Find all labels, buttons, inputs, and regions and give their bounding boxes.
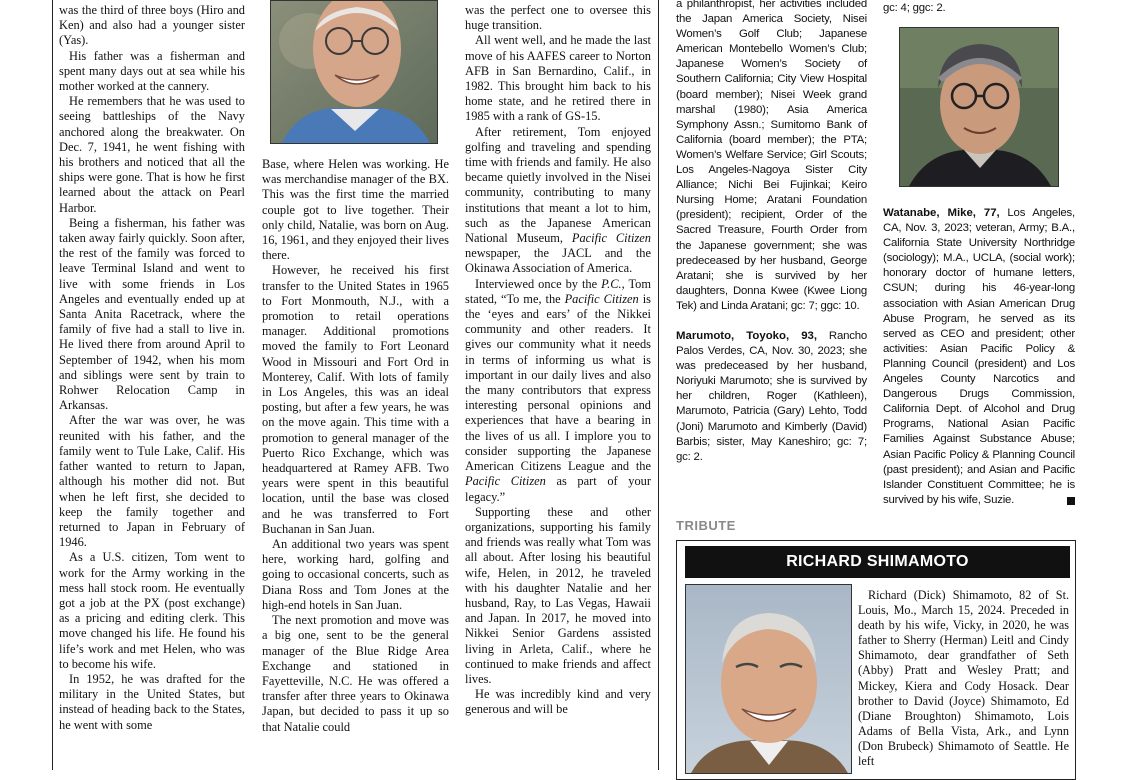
tribute-heading: RICHARD SHIMAMOTO: [685, 546, 1070, 578]
article-paragraph: He was incredibly kind and very generous and will be: [465, 687, 651, 717]
obituary-name: Watanabe, Mike, 77,: [883, 207, 1000, 219]
article-paragraph: As a U.S. citizen, Tom went to work for the Army working in the mess hall stock room. He eventually got a job at the PX (post exchange) as a pricing and editing clerk. This move changed his life. He found his life’s work and met Helen, who was to become his wife.: [59, 550, 245, 671]
article-paragraph: He remembers that he was used to seeing battleships of the Navy anchored along the breakwater. On Dec. 7, 1941, he went fishing with his brothers and noticed that all the ships were gone. That is how he first learned about the attack on Pearl Harbor.: [59, 94, 245, 215]
obituary-column-5-top: [883, 1, 1075, 16]
portrait-photo-tom: [270, 0, 438, 144]
article-paragraph: An additional two years was spent here, working hard, golfing and going to occasional concerts, such as Diana Ross and Tom Jones at the high-end hotels in San Juan.: [262, 537, 449, 612]
article-paragraph: was the third of three boys (Hiro and Ken) and also had a younger sister (Yas).: [59, 3, 245, 48]
article-paragraph: was the perfect one to oversee this huge transition.: [465, 3, 651, 33]
tribute-text: [858, 588, 1069, 769]
article-paragraph: After the war was over, he was reunited with his father, and the family went to Tule Lake, Calif. His father wanted to return to Japan, although his mother did not. But when he left first, she decided to keep the family together and returned to Japan in February of 1946.: [59, 413, 245, 550]
section-label-tribute: TRIBUTE: [676, 518, 736, 533]
end-mark-square: [1067, 497, 1075, 505]
article-column-3: [465, 3, 651, 718]
obituary-fragment: gc: 4; ggc: 2.: [883, 2, 946, 14]
article-paragraph: In 1952, he was drafted for the military in the United States, but instead of heading back to the States, he went with some: [59, 671, 245, 732]
article-paragraph: Interviewed once by the P.C., Tom stated, “To me, the Pacific Citizen is the ‘eyes and ears’ of the Nikkei community and other readers. It gives our community what it needs in terms of informing us what is important in our daily lives and also the many contributors that express interesting personal opinions and experiences that have a bearing in the lives of us all. I implore you to consider supporting the Japanese American Citizens League and the Pacific Citizen as part of your legacy.”: [465, 276, 651, 504]
portrait-image: [686, 585, 852, 774]
article-paragraph: Being a fisherman, his father was taken away fairly quickly. Soon after, the rest of the family was forced to leave Terminal Island and went to live with some friends in Los Angeles and eventually ended up at Santa Anita Racetrack, where the family of five had a stall to live in. He lived there from around April to September of 1942, when his mom and siblings were sent by train to Rohwer Relocation Camp in Arkansas.: [59, 215, 245, 413]
article-paragraph: However, he received his first transfer to the United States in 1965 to Fort Monmouth, N.J., with a promotion to retail operations manager. Additional promotions moved the family to Fort Leonard Wood in Missouri and Fort Ord in Monterey, Calif. With lots of family in Los Angeles, this was an ideal posting, but after a few years, he was on the move again. This time with a promotion to general manager of the Puerto Rico Exchange, which was headquartered at Ramey AFB. Two years were spent in this beautiful location, until the base was closed and he was transferred to Fort Buchanan in San Juan.: [262, 263, 449, 536]
article-paragraph: His father was a fisherman and spent many days out at sea while his mother worked at the cannery.: [59, 48, 245, 94]
article-paragraph: Base, where Helen was working. He was merchandise manager of the BX. This was the first time the married couple got to live together. Their only child, Natalie, was born on Aug. 16, 1961, and they enjoyed their lives there.: [262, 157, 449, 263]
portrait-photo-watanabe: [899, 27, 1059, 187]
article-paragraph: After retirement, Tom enjoyed golfing and traveling and spending time with friends and family. He also became quietly involved in the Nisei community, contributing to many institutions that meant a lot to him, such as the Japanese American National Museum, Pacific Citizen newspaper, the JACL and the Okinawa Association of America.: [465, 124, 651, 276]
article-paragraph: The next promotion and move was a big one, sent to be the general manager of the Blue Ridge Area Exchange and stationed in Fayetteville, N.C. He was offered a transfer after three years to Okinawa Japan, but decided to pass it up so that Natalie could: [262, 613, 449, 734]
article-paragraph: All went well, and he made the last move of his AAFES career to Norton AFB in San Bernardino, Calif., in 1982. This brought him back to his home state, and he retired there in 1985 with a rank of GS-15.: [465, 33, 651, 124]
portrait-photo-shimamoto: [685, 584, 852, 774]
article-column-2: [262, 157, 449, 735]
column-rule-left: [52, 0, 53, 770]
article-paragraph: Supporting these and other organizations, supporting his family and friends was really what Tom was all about. After losing his beautiful wife, Helen, in 2012, he traveled with his daughter Natalie and her husband, Ray, to Las Vegas, Hawaii and Japan. In 2017, he moved into Nikkei Senior Gardens assisted living in Arleta, Calif., where he continued to make friends and affect lives.: [465, 504, 651, 686]
obituary-marumoto: Marumoto, Toyoko, 93, Rancho Palos Verdes, CA, Nov. 30, 2023; she was predeceased by her husband, Noriyuki Marumoto; she is survived by her children, Roger (Kathleen), Marumoto, Patricia (Gary) Lehto, Todd (Joni) Marumoto and Kimberly (David) Barbis; sister, May Kaneshiro; gc: 7; gc: 2.: [676, 329, 867, 463]
portrait-image: [900, 28, 1059, 187]
obituary-name: Marumoto, Toyoko, 93,: [676, 329, 818, 342]
tribute-paragraph: Richard (Dick) Shimamoto, 82 of St. Louis, Mo., March 15, 2024. Preceded in death by his wife, Vicky, in 2020, he was father to Sherry (Herman) Leitl and Cindy Shimamoto, dear grandfather of Seth (Abby) Pratt and Wesley Pratt; and Mickey, Kiera and Cody Hosack. Dear brother to David (Joyce) Shimamoto, Ed (Diane Broughton) Shimamoto, Lois Adams of Bella Vista, Ark., and Lynn (Don Brubeck) Shimamoto of Seattle. He left: [858, 588, 1069, 769]
obituary-aratani: a philanthropist, her activities included the Japan America Society, Nisei Women’s Golf Club; Japanese American Montebello Women’s Club; Japanese Women’s Society of Southern California; City View Hospital (board member); Nisei Week grand marshal (1980); Asia America Symphony Assn.; Sumitomo Bank of California (board member); the PTA; Women’s Welfare Service; Girl Scouts; Los Angeles-Nagoya Sister City Alliance; Nichi Bei Fujinkai; Keiro Nursing Home; Aratani Foundation (president); recipient, Order of the Sacred Treasure, Fourth Order from the Japanese government; she was predeceased by her husband, George Aratani; she is survived by her daughters, Donna Kwee (Kwee Liong Tek) and Linda Aratani; gc: 7; ggc: 10.: [676, 0, 867, 312]
obituary-column-5: [883, 206, 1075, 508]
obituary-column-4: [676, 0, 867, 465]
article-column-1: [59, 3, 245, 733]
column-rule-middle: [658, 0, 659, 770]
obituary-watanabe: Watanabe, Mike, 77, Los Angeles, CA, Nov. 3, 2023; veteran, Army; B.A., California State University Northridge (sociology); M.A., UCLA, (social work); honorary doctor of humane letters, CSUN; during his 46-year-long association with Asian American Drug Abuse Program, he served as its served as CEO and president; other activities: Asian Pacific Policy & Planning Council (president) and Los Angeles County Narcotics and Dangerous Drugs Commission, California Dept. of Alcohol and Drug Programs, National Asian Pacific Families Against Substance Abuse; Asian Pacific Policy & Planning Council (past president); and Asian and Pacific Islander Constituent Committee; he is survived by his wife, Suzie.: [883, 207, 1075, 506]
portrait-image: [271, 1, 438, 144]
